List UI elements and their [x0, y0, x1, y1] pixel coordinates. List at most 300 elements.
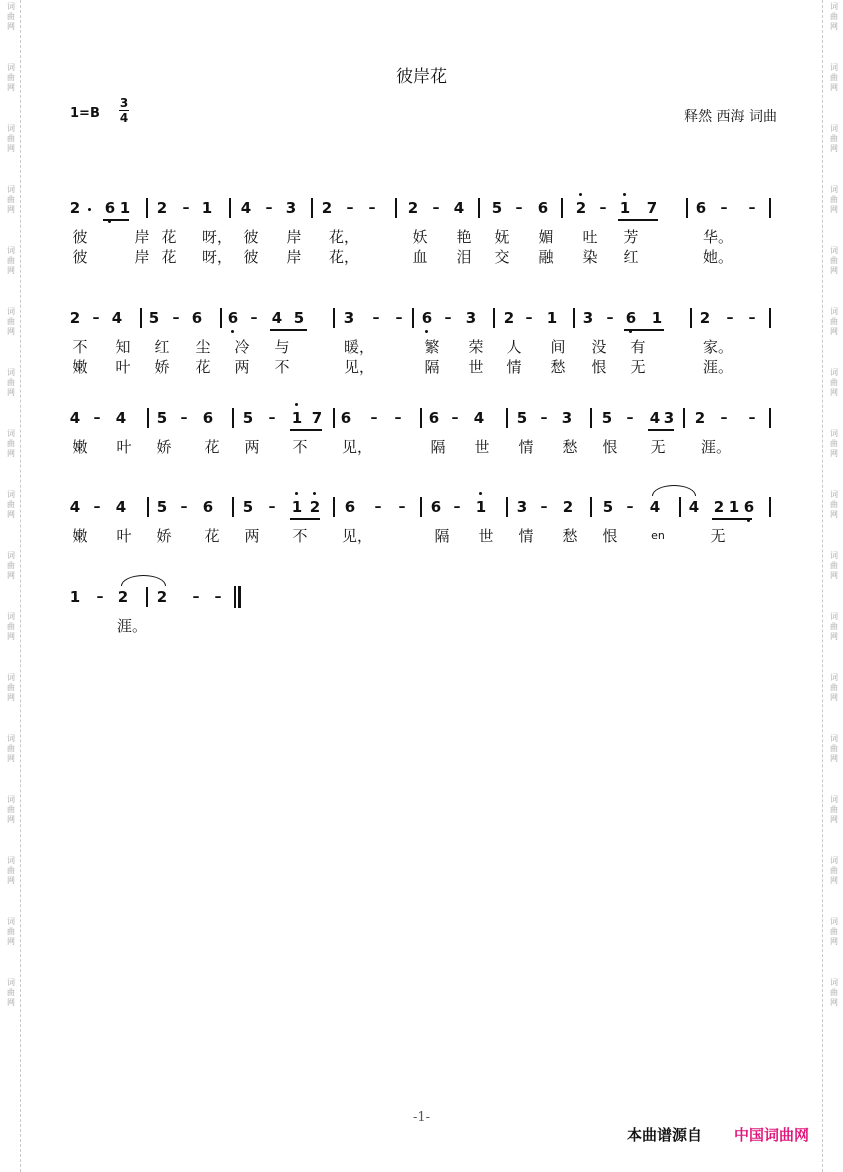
eighth-note-underline: [648, 429, 674, 431]
note: 4: [649, 498, 661, 516]
lyric-syllable: 情: [506, 358, 522, 376]
duration-dash: –: [250, 310, 258, 326]
duration-dash: –: [370, 410, 378, 426]
note: 6: [742, 497, 756, 517]
barline: [769, 408, 771, 428]
watermark-char: 曲: [830, 805, 838, 814]
note: 1: [651, 309, 663, 327]
watermark-char: 词: [830, 2, 838, 11]
watermark-char: 词: [7, 978, 15, 987]
watermark-char: 网: [830, 510, 838, 519]
lyric-syllable: 芳: [623, 228, 639, 246]
high-octave-dot: [313, 492, 316, 495]
lyric-syllable: 荣: [468, 338, 484, 356]
watermark-char: 曲: [7, 317, 15, 326]
eighth-note-underline: [270, 329, 307, 331]
watermark-char: 词: [7, 185, 15, 194]
barline: [420, 497, 422, 517]
barline: [590, 497, 592, 517]
barline: [686, 198, 688, 218]
duration-dash: –: [395, 310, 403, 326]
lyric-syllable: 妩: [494, 228, 510, 246]
lyric-syllable: 花: [195, 358, 211, 376]
barline: [232, 497, 234, 517]
lyric-syllable: 彼: [72, 248, 88, 266]
barline: [147, 497, 149, 517]
note: 6: [340, 409, 352, 427]
duration-dash: –: [93, 499, 101, 515]
watermark-char: 词: [7, 368, 15, 377]
barline: [506, 408, 508, 428]
watermark-char: 曲: [7, 744, 15, 753]
watermark-char: 曲: [7, 256, 15, 265]
barline: [232, 408, 234, 428]
watermark-char: 曲: [830, 256, 838, 265]
lyric-syllable: 泪: [456, 248, 472, 266]
watermark-char: 网: [830, 327, 838, 336]
lyric-syllable: 交: [494, 248, 510, 266]
watermark-group: [826, 795, 842, 825]
barline: [506, 497, 508, 517]
watermark-char: 词: [830, 978, 838, 987]
watermark-group: [3, 673, 19, 703]
watermark-char: 网: [7, 205, 15, 214]
lyric-syllable: 岸: [134, 248, 150, 266]
eighth-note-underline: [624, 329, 664, 331]
barline: [573, 308, 575, 328]
lyric-syllable: 情: [518, 527, 534, 545]
watermark-char: 词: [830, 307, 838, 316]
watermark-char: 曲: [7, 683, 15, 692]
note: 2: [156, 199, 168, 217]
watermark-group: [826, 734, 842, 764]
note: 4: [453, 199, 465, 217]
lyric-syllable: 见，: [342, 527, 373, 545]
note: 3: [561, 409, 573, 427]
song-title: 彼岸花: [396, 67, 447, 87]
note: 2: [69, 309, 81, 327]
lyric-syllable: 愁: [562, 527, 578, 545]
low-octave-dot: [231, 330, 234, 333]
watermark-char: 词: [7, 795, 15, 804]
lyric-syllable: 隔: [430, 438, 446, 456]
lyric-syllable: 嫩: [72, 358, 88, 376]
lyric-syllable: 不: [72, 338, 88, 356]
note: 4: [688, 498, 700, 516]
watermark-char: 词: [7, 551, 15, 560]
high-octave-dot: [479, 492, 482, 495]
watermark-char: 曲: [830, 439, 838, 448]
watermark-char: 网: [7, 632, 15, 641]
watermark-char: 词: [830, 63, 838, 72]
note: 5: [242, 498, 254, 516]
duration-dash: –: [265, 200, 273, 216]
lyric-syllable: 岸: [286, 248, 302, 266]
note: 4: [240, 199, 252, 217]
watermark-char: 网: [7, 998, 15, 1007]
watermark-char: 网: [830, 571, 838, 580]
watermark-char: 词: [7, 429, 15, 438]
note: 1: [119, 199, 131, 217]
watermark-char: 曲: [7, 73, 15, 82]
barline: [395, 198, 397, 218]
watermark-char: 网: [830, 83, 838, 92]
watermark-char: 网: [830, 205, 838, 214]
duration-dash: –: [453, 499, 461, 515]
duration-dash: –: [92, 310, 100, 326]
lyric-syllable: 叶: [115, 358, 131, 376]
watermark-group: [826, 978, 842, 1008]
watermark-char: 曲: [830, 744, 838, 753]
lyric-syllable: 吐: [582, 228, 598, 246]
note: 6: [103, 198, 117, 218]
watermark-char: 词: [830, 490, 838, 499]
watermark-char: 网: [7, 388, 15, 397]
watermark-char: 曲: [7, 195, 15, 204]
note: 5: [601, 409, 613, 427]
high-octave-dot: [295, 403, 298, 406]
watermark-group: [3, 124, 19, 154]
lyric-syllable: 无: [650, 438, 666, 456]
note: 3: [285, 199, 297, 217]
note: 4: [649, 409, 661, 427]
watermark-char: 词: [830, 551, 838, 560]
barline: [333, 497, 335, 517]
note: 7: [311, 409, 323, 427]
watermark-char: 网: [7, 937, 15, 946]
note: 1: [546, 309, 558, 327]
note: 6: [226, 308, 240, 328]
duration-dash: –: [432, 200, 440, 216]
watermark-group: [826, 2, 842, 32]
lyric-syllable: 两: [234, 358, 250, 376]
duration-dash: –: [394, 410, 402, 426]
note: 6: [430, 498, 442, 516]
watermark-char: 网: [7, 571, 15, 580]
watermark-char: 曲: [7, 12, 15, 21]
watermark-char: 词: [830, 429, 838, 438]
watermark-char: 曲: [830, 195, 838, 204]
watermark-group: [3, 917, 19, 947]
lyric-syllable: 知: [115, 338, 131, 356]
barline: [420, 408, 422, 428]
lyric-syllable: 花，: [329, 248, 360, 266]
duration-dash: –: [748, 200, 756, 216]
lyric-syllable: 媚: [538, 228, 554, 246]
duration-dash: –: [599, 200, 607, 216]
key-signature: 1=B: [70, 106, 100, 121]
note: 4: [111, 309, 123, 327]
watermark-char: 曲: [830, 378, 838, 387]
lyric-syllable: 岸: [286, 228, 302, 246]
lyric-syllable: 愁: [550, 358, 566, 376]
duration-dash: –: [748, 410, 756, 426]
watermark-char: 词: [830, 917, 838, 926]
watermark-char: 网: [830, 22, 838, 31]
watermark-char: 网: [7, 754, 15, 763]
note: 1: [69, 588, 81, 606]
lyric-syllable: 不: [292, 438, 308, 456]
watermark-char: 网: [830, 449, 838, 458]
lyric-syllable: 染: [582, 248, 598, 266]
score-line: [0, 408, 843, 498]
barline: [561, 198, 563, 218]
note: 2: [321, 199, 333, 217]
lyric-syllable: 不: [274, 358, 290, 376]
watermark-char: 词: [7, 124, 15, 133]
note: 3: [663, 409, 675, 427]
note: 6: [344, 498, 356, 516]
note: 5: [602, 498, 614, 516]
watermark-char: 曲: [7, 927, 15, 936]
watermark-char: 曲: [7, 622, 15, 631]
composer-credit: 释然 西海 词曲: [684, 109, 777, 125]
duration-dash: –: [93, 410, 101, 426]
watermark-char: 网: [7, 510, 15, 519]
lyric-syllable: 隔: [424, 358, 440, 376]
watermark-char: 网: [7, 815, 15, 824]
lyric-syllable: 叶: [116, 438, 132, 456]
watermark-group: [3, 734, 19, 764]
high-octave-dot: [295, 492, 298, 495]
duration-dash: –: [540, 499, 548, 515]
note: 6: [202, 498, 214, 516]
lyric-syllable: 彼: [243, 228, 259, 246]
lyric-syllable: en: [651, 529, 665, 542]
lyric-syllable: 暖，: [344, 338, 375, 356]
lyric-syllable: 妖: [412, 228, 428, 246]
footer-source-label: 本曲谱源自: [626, 1126, 702, 1144]
page-number: -1-: [412, 1110, 431, 1125]
lyric-syllable: 彼: [72, 228, 88, 246]
watermark-char: 网: [7, 693, 15, 702]
barline: [333, 408, 335, 428]
duration-dash: –: [748, 310, 756, 326]
note: 2: [407, 199, 419, 217]
watermark-char: 曲: [830, 988, 838, 997]
barline: [146, 198, 148, 218]
lyric-syllable: 不: [292, 527, 308, 545]
note: 6: [537, 199, 549, 217]
lyric-syllable: 没: [591, 338, 607, 356]
note: 6: [420, 308, 434, 328]
barline: [229, 198, 231, 218]
note: 4: [69, 498, 81, 516]
watermark-char: 网: [7, 144, 15, 153]
watermark-char: 曲: [830, 866, 838, 875]
eighth-note-underline: [290, 518, 320, 520]
lyric-syllable: 嫩: [72, 527, 88, 545]
barline: [690, 308, 692, 328]
watermark-char: 词: [830, 795, 838, 804]
duration-dash: –: [268, 499, 276, 515]
lyric-syllable: 恨: [602, 438, 618, 456]
duration-dash: –: [626, 410, 634, 426]
duration-dash: –: [374, 499, 382, 515]
note: 6: [191, 309, 203, 327]
score-line: [0, 198, 843, 288]
duration-dash: –: [515, 200, 523, 216]
lyric-syllable: 恨: [602, 527, 618, 545]
score-line: [0, 587, 843, 677]
lyric-syllable: 花: [161, 228, 177, 246]
watermark-char: 曲: [830, 561, 838, 570]
watermark-char: 曲: [830, 927, 838, 936]
watermark-char: 网: [830, 937, 838, 946]
lyric-syllable: 娇: [154, 358, 170, 376]
lyric-syllable: 娇: [156, 527, 172, 545]
note: 6: [202, 409, 214, 427]
watermark-char: 曲: [7, 134, 15, 143]
lyric-syllable: 尘: [195, 338, 211, 356]
lyric-syllable: 两: [244, 438, 260, 456]
watermark-char: 词: [7, 673, 15, 682]
watermark-group: [3, 856, 19, 886]
watermark-group: [826, 856, 842, 886]
barline: [147, 408, 149, 428]
watermark-char: 曲: [830, 134, 838, 143]
note: 3: [582, 309, 594, 327]
lyric-syllable: 情: [518, 438, 534, 456]
watermark-char: 词: [830, 673, 838, 682]
lyric-syllable: 无: [630, 358, 646, 376]
duration-dash: –: [720, 410, 728, 426]
lyric-syllable: 花，: [329, 228, 360, 246]
watermark-char: 网: [7, 327, 15, 336]
note: 2: [156, 588, 168, 606]
lyric-syllable: 呀，: [202, 248, 233, 266]
watermark-char: 网: [830, 754, 838, 763]
note: 2: [699, 309, 711, 327]
note: 5: [516, 409, 528, 427]
eighth-note-underline: [103, 219, 129, 221]
watermark-char: 网: [7, 83, 15, 92]
note: 3: [343, 309, 355, 327]
lyric-syllable: 艳: [456, 228, 472, 246]
duration-dash: –: [268, 410, 276, 426]
watermark-char: 曲: [7, 378, 15, 387]
barline: [311, 198, 313, 218]
lyric-syllable: 花: [204, 438, 220, 456]
note: 3: [516, 498, 528, 516]
watermark-char: 网: [830, 815, 838, 824]
low-octave-dot: [425, 330, 428, 333]
lyric-syllable: 岸: [134, 228, 150, 246]
lyric-syllable: 花: [204, 527, 220, 545]
watermark-char: 词: [830, 368, 838, 377]
note: 5: [293, 309, 305, 327]
watermark-char: 网: [830, 144, 838, 153]
duration-dash: –: [720, 200, 728, 216]
barline: [140, 308, 142, 328]
note: 5: [156, 409, 168, 427]
duration-dash: –: [726, 310, 734, 326]
watermark-char: 曲: [7, 988, 15, 997]
watermark-group: [3, 2, 19, 32]
note: 2: [713, 498, 725, 516]
duration-dash: –: [180, 410, 188, 426]
note: 4: [69, 409, 81, 427]
note: 5: [491, 199, 503, 217]
note: 4: [473, 409, 485, 427]
watermark-char: 曲: [830, 500, 838, 509]
lyric-syllable: 红: [623, 248, 639, 266]
note: 6: [428, 409, 440, 427]
lyric-syllable: 家。: [703, 338, 734, 356]
lyric-syllable: 世: [468, 358, 484, 376]
duration-dash: –: [192, 589, 200, 605]
duration-dash: –: [525, 310, 533, 326]
lyric-syllable: 花: [161, 248, 177, 266]
watermark-char: 曲: [830, 683, 838, 692]
note: 3: [465, 309, 477, 327]
barline: [769, 308, 771, 328]
watermark-char: 词: [830, 124, 838, 133]
watermark-char: 网: [830, 693, 838, 702]
note: 1: [290, 497, 304, 517]
watermark-char: 网: [830, 998, 838, 1007]
lyric-syllable: 有: [630, 338, 646, 356]
lyric-syllable: 涯。: [117, 617, 148, 635]
watermark-char: 词: [7, 307, 15, 316]
watermark-char: 曲: [7, 561, 15, 570]
barline: [493, 308, 495, 328]
note: 2: [694, 409, 706, 427]
lyric-syllable: 涯。: [701, 438, 732, 456]
watermark-char: 词: [7, 490, 15, 499]
lyric-syllable: 愁: [562, 438, 578, 456]
note: 4: [271, 309, 283, 327]
watermark-char: 网: [830, 632, 838, 641]
lyric-syllable: 见，: [344, 358, 375, 376]
note: 5: [156, 498, 168, 516]
barline: [333, 308, 335, 328]
lyric-syllable: 见，: [342, 438, 373, 456]
watermark-char: 曲: [830, 12, 838, 21]
watermark-char: 词: [830, 612, 838, 621]
lyric-syllable: 世: [474, 438, 490, 456]
note: 6: [695, 199, 707, 217]
note: 5: [242, 409, 254, 427]
barline: [220, 308, 222, 328]
score-line: [0, 308, 843, 398]
time-signature-bottom: 4: [119, 111, 129, 125]
lyric-syllable: 嫩: [72, 438, 88, 456]
duration-dash: –: [96, 589, 104, 605]
lyric-syllable: 彼: [243, 248, 259, 266]
watermark-char: 词: [830, 185, 838, 194]
duration-dash: –: [606, 310, 614, 326]
duration-dash: –: [214, 589, 222, 605]
watermark-char: 曲: [830, 73, 838, 82]
watermark-char: 网: [7, 22, 15, 31]
duration-dash: –: [626, 499, 634, 515]
lyric-syllable: 恨: [591, 358, 607, 376]
watermark-char: 网: [830, 388, 838, 397]
lyric-syllable: 血: [412, 248, 428, 266]
time-signature-top: 3: [119, 96, 129, 110]
duration-dash: –: [368, 200, 376, 216]
watermark-group: [826, 917, 842, 947]
barline: [412, 308, 414, 328]
barline: [769, 497, 771, 517]
watermark-char: 网: [830, 266, 838, 275]
time-signature: [118, 96, 130, 125]
duration-dash: –: [346, 200, 354, 216]
watermark-char: 网: [7, 449, 15, 458]
duration-dash: –: [372, 310, 380, 326]
note: 6: [624, 308, 638, 328]
